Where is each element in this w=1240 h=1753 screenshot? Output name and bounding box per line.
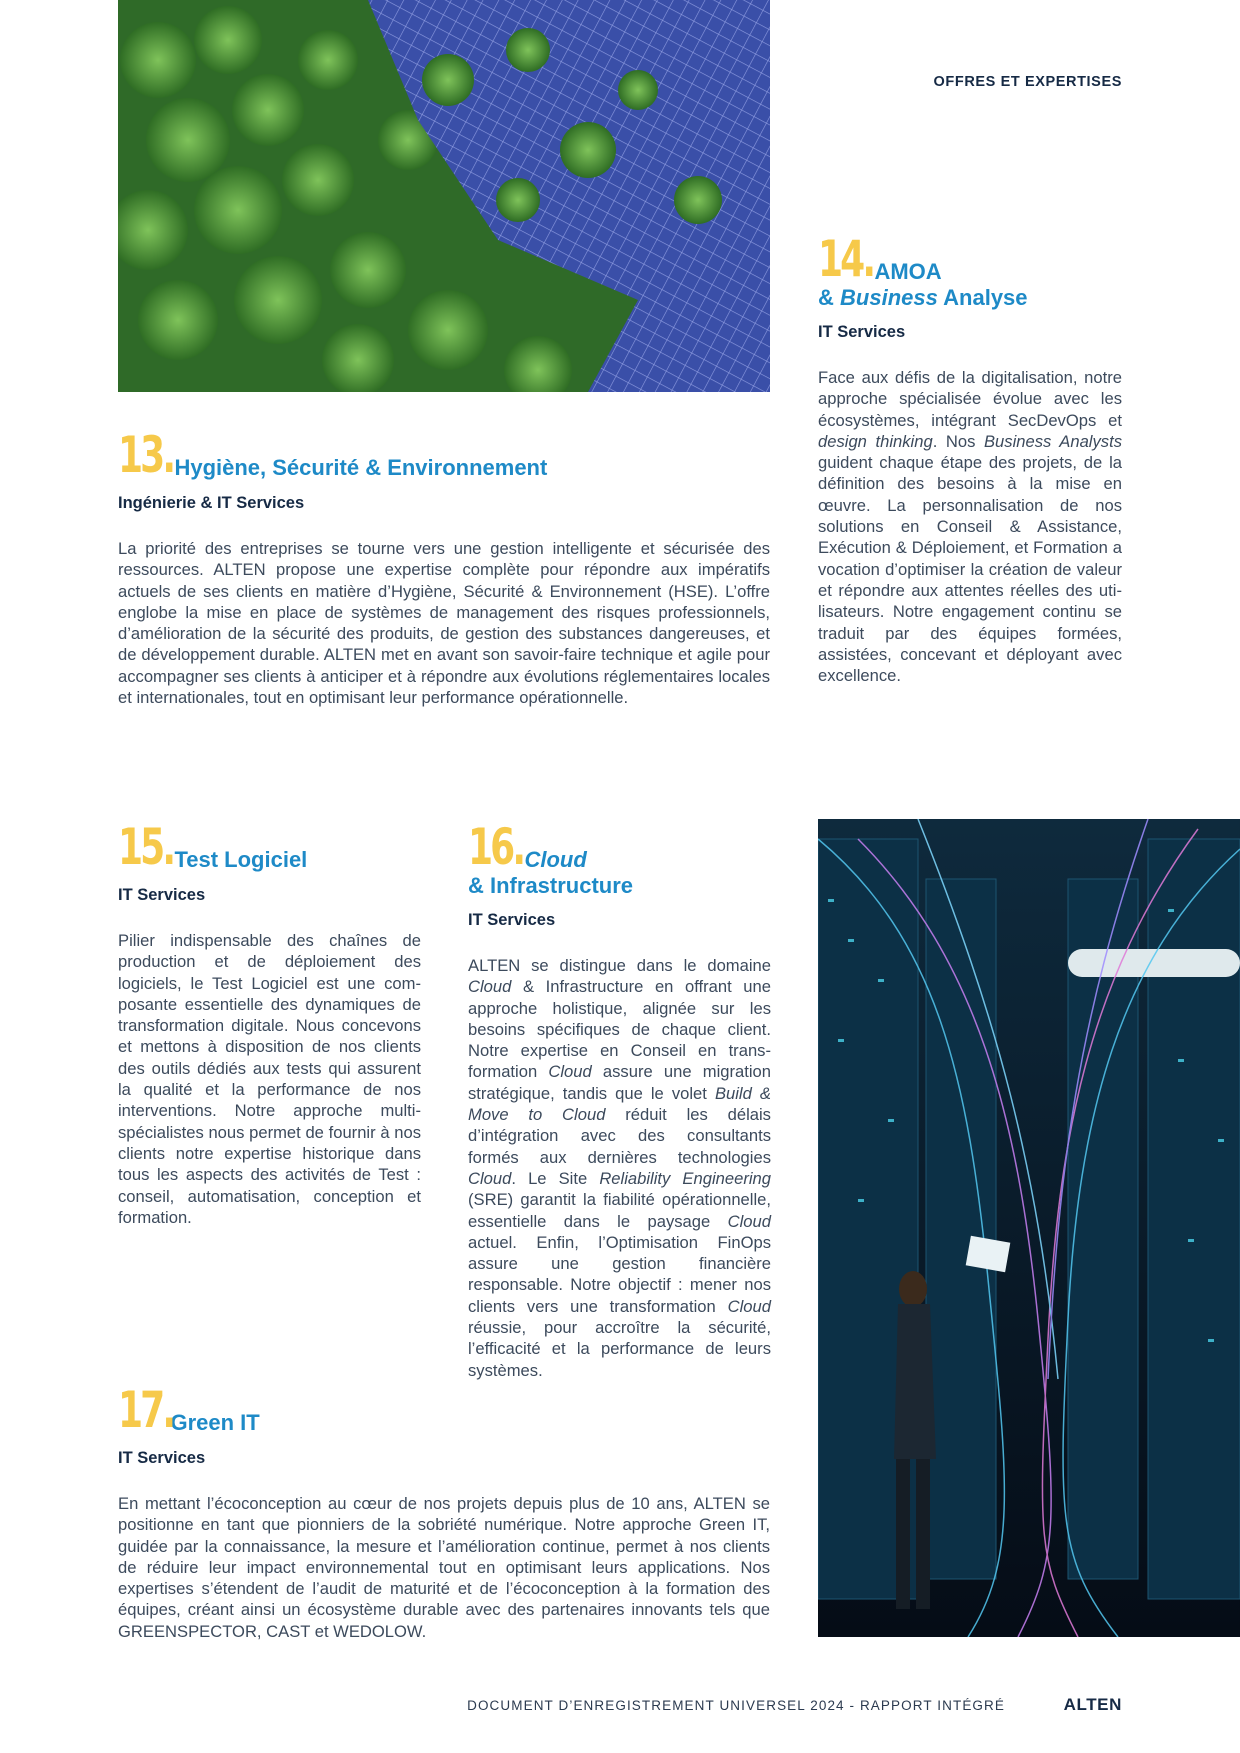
section-13-heading — [118, 426, 548, 484]
section-13-title: Hygiène, Sécurité & Environnement — [174, 455, 548, 480]
section-16-subtitle: IT Services — [468, 911, 556, 929]
section-13-subtitle: Ingénierie & IT Services — [118, 494, 305, 512]
title-rest: Analyse — [943, 285, 1028, 310]
section-14-heading — [818, 230, 942, 288]
solar-panels-forest-image — [118, 0, 770, 392]
section-17-number: 17. — [118, 1381, 174, 1439]
section-17-body: En mettant l’écoconception au cœur de nos projets depuis plus de 10 ans, ALTEN se positionne en tant que pionniers de la sobriété numérique. Notre approche Green IT, guidée par la connaissance, la mesure et l’amélioration continue, permet à nos clients de réduire leur impact environnemental tout en optimisant leurs applications. Nos expertises s’étendent de l’audit de maturité et de l’écoconception à la formation des équipes, créant ainsi un écosystème durable avec des partenaires innovants tels que GREENSPECTOR, CAST et WEDOLOW. — [118, 1494, 770, 1641]
footer-brand: ALTEN — [1063, 1695, 1122, 1714]
section-14-number: 14. — [818, 230, 874, 288]
title-amp: & — [818, 285, 834, 310]
section-17-title: Green IT — [170, 1410, 260, 1435]
section-14-subtitle: IT Services — [818, 323, 906, 341]
datacenter-technician-image — [818, 819, 1240, 1637]
section-14-title-line2 — [818, 285, 1028, 310]
section-14-body: Face aux défis de la digitalisation, notre approche spécialisée évolue avec les écosystèmes, intégrant SecDevOps et design thinking. Nos Business Analysts guident chaque étape des projets, de la définition des besoins à la mise en œuvre. La personnalisation de nos solutions en Conseil & Assistance, Exécution & Déploiement, et Formation a vocation d’optimiser la création de valeur et répondre aux attentes réelles des utilisateurs. Notre engagement continu se traduit par des équipes formées, assistées, concevant et déployant avec excellence. — [818, 368, 1122, 686]
section-16-number: 16. — [468, 818, 524, 876]
title-em: Business — [840, 285, 938, 310]
section-15-title: Test Logiciel — [174, 847, 308, 872]
section-15-body: Pilier indispensable des chaînes de production et de déploiement des logiciels, le Test Logiciel est une composante essentielle des dynamiques de transformation digitale. Nous concevons et mettons à disposition de nos clients des outils dédiés aux tests qui assurent la qualité et la performance de nos interventions. Notre approche multi-spécialistes nous permet de fournir à nos clients notre expertise historique dans tous les aspects des activités de Test : conseil, automatisation, conception et formation. — [118, 931, 421, 1227]
section-14-title-line1: AMOA — [874, 259, 942, 284]
section-17-subtitle: IT Services — [118, 1449, 206, 1467]
section-16-title-line2: & Infrastructure — [468, 873, 634, 898]
section-15-number: 15. — [118, 818, 174, 876]
section-13-number: 13. — [118, 426, 174, 484]
section-16-title-em: Cloud — [524, 847, 587, 872]
section-13-body: La priorité des entreprises se tourne vers une gestion intelligente et sécurisée des ressources. ALTEN propose une expertise complète pour répondre aux impératifs actuels de ses clients en matière d’Hygiène, Sécurité & Environnement (HSE). L’offre englobe la mise en place de systèmes de management des risques professionnels, d’amélioration de la sécurité des produits, de gestion des substances dangereuses, et de développement durable. ALTEN met en avant son savoir-faire technique et agile pour accompagner ses clients à anticiper et à répondre aux évolutions réglementaires locales et internationales, tout en optimisant leur performance opérationnelle. — [118, 539, 770, 708]
footer-document-title: DOCUMENT D’ENREGISTREMENT UNIVERSEL 2024 - RAPPORT INTÉGRÉ — [467, 1698, 1005, 1713]
section-15-heading — [118, 818, 308, 876]
section-16-heading — [468, 818, 587, 876]
section-label: OFFRES ET EXPERTISES — [933, 74, 1122, 90]
section-15-subtitle: IT Services — [118, 886, 206, 904]
section-17-heading — [118, 1381, 260, 1439]
section-16-body: ALTEN se distingue dans le domaine Cloud & Infrastructure en offrant une approche holistique, alignée sur les besoins spécifiques de chaque client. Notre expertise en Conseil en transformation Cloud assure une migration stratégique, tandis que le volet Build & Move to Cloud réduit les délais d’intégration avec des consultants formés aux dernières technologies Cloud. Le Site Reliability Engineering (SRE) garantit la fiabilité opérationnelle, essentielle dans le paysage Cloud actuel. Enfin, l’Optimisation FinOps assure une gestion financière responsable. Notre objectif : mener nos clients vers une transformation Cloud réussie, pour accroître la sécurité, l’efficacité et la performance de leurs systèmes. — [468, 956, 771, 1380]
